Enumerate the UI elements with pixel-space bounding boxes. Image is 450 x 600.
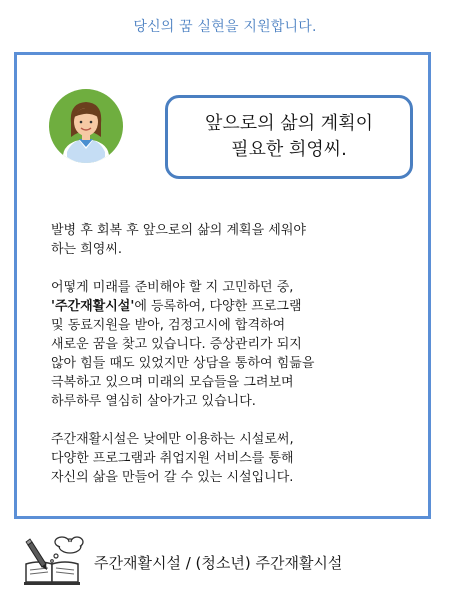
- facility-highlight: '주간재활시설': [51, 299, 135, 314]
- woman-avatar-icon: [49, 89, 123, 163]
- footer-label: 주간재활시설 / (청소년) 주간재활시설: [94, 554, 343, 572]
- footer: [22, 534, 432, 590]
- speech-bubble: [165, 95, 413, 179]
- paragraph-intro: 발병 후 회복 후 앞으로의 삶의 계획을 세워야 하는 희영씨.: [51, 223, 306, 257]
- story-card: [14, 52, 431, 519]
- paragraph-story-lead: 어떻게 미래를 준비해야 할 지 고민하던 중,: [51, 280, 294, 295]
- story-body: [51, 221, 406, 506]
- tagline: 당신의 꿈 실현을 지원합니다.: [133, 19, 317, 35]
- paragraph-story: [51, 278, 406, 411]
- paragraph-facility: 주간재활시설은 낮에만 이용하는 시설로써, 다양한 프로그램과 취업지원 서비스를 통해 자신의 삶을 만들어 갈 수 있는 시설입니다.: [51, 432, 294, 485]
- bubble-line-2: 필요한 희영씨.: [231, 139, 347, 160]
- paragraph-story-rest: 에 등록하여, 다양한 프로그램 및 동료지원을 받아, 검정고시에 합격하여 새로운 꿈을 찾고 있습니다. 증상관리가 되지 않아 힘들 때도 있었지만 상담을 통하여 힘듦을 극복하고 있으며 미래의 모습들을 그려보며 하루하루 열심히 살아가고 있습니다.: [51, 299, 315, 409]
- bubble-line-1: 앞으로의 삶의 계획이: [205, 113, 373, 134]
- book-pencil-thought-icon: [22, 534, 92, 586]
